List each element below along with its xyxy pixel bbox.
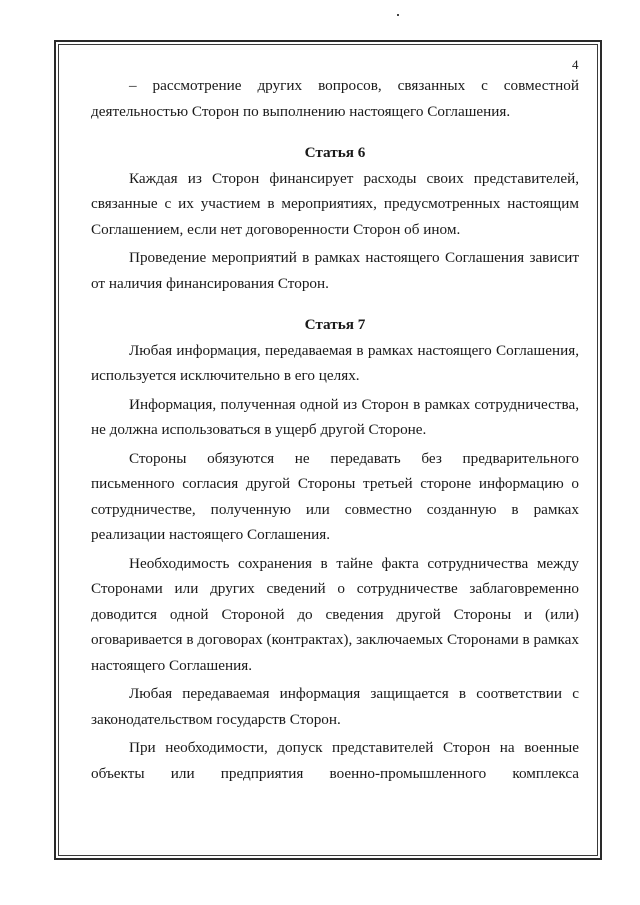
article-7-paragraph: Любая информация, передаваемая в рамках настоящего Соглашения, используется исключительно в его целях. — [91, 341, 579, 384]
article-7-paragraph: При необходимости, допуск представителей Сторон на военные объекты или предприятия военно-промышленного комплекса — [91, 739, 579, 782]
article-7-paragraph: Информация, полученная одной из Сторон в рамках сотрудничества, не должна использоваться в ущерб другой Стороне. — [91, 395, 579, 438]
article-6-title: Статья 6 — [304, 144, 366, 161]
article-7-title: Статья 7 — [304, 316, 366, 333]
article-7-paragraph: Любая передаваемая информация защищается в соответствии с законодательством государств Сторон. — [91, 685, 579, 728]
document-body — [91, 73, 579, 786]
scan-speck — [397, 14, 399, 16]
article-6-paragraph: Проведение мероприятий в рамках настоящего Соглашения зависит от наличия финансирования Сторон. — [91, 249, 579, 292]
page-number: 4 — [572, 57, 579, 72]
article-6-paragraph: Каждая из Сторон финансирует расходы своих представителей, связанные с их участием в мероприятиях, предусмотренных настоящим Соглашением, если нет договоренности Сторон об ином. — [91, 169, 579, 238]
intro-paragraph: – рассмотрение других вопросов, связанных с совместной деятельностью Сторон по выполнению настоящего Соглашения. — [91, 77, 579, 120]
article-7-paragraph: Стороны обязуются не передавать без предварительного письменного согласия другой Стороны третьей стороне информацию о сотрудничестве, полученную или совместно созданную в рамках реализации настоящего Соглашения. — [91, 449, 579, 543]
article-7-paragraph: Необходимость сохранения в тайне факта сотрудничества между Сторонами или других сведений о сотрудничестве заблаговременно доводится одной Стороной до сведения другой Стороны и (или) оговаривается в договорах (контрактах), заключаемых Сторонами в рамках настоящего Соглашения. — [91, 554, 579, 674]
